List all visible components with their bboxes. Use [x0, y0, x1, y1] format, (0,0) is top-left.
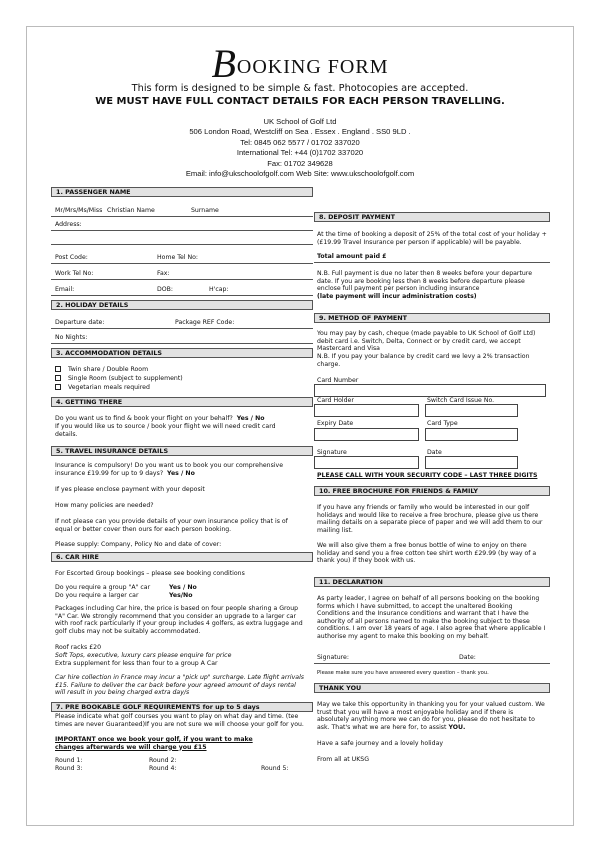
round-1-label: Round 1:: [55, 757, 83, 764]
roof-rack-note: Roof racks £20: [55, 644, 102, 651]
name-field[interactable]: [51, 216, 313, 217]
declaration-text: As party leader, I agree on behalf of all persons booking on the booking forms which I have submitted, to accept the unaltered Booking Conditions and the Insurance conditions and warrant that I have the authority of all persons named to make the booking subject to these conditions. I am over 18 years of age. I also agree that where applicable I authorise my agent to make this booking on my behalf.: [317, 595, 546, 640]
round-2-label: Round 2:: [149, 757, 177, 764]
answer-every-question-note: Please make sure you have answered every question – thank you.: [317, 670, 489, 676]
total-paid-field[interactable]: [314, 262, 550, 263]
issue-no-input[interactable]: [425, 404, 518, 417]
card-signature-label: Signature: [317, 449, 347, 456]
email-field[interactable]: [51, 295, 313, 296]
twin-option[interactable]: Twin share / Double Room: [55, 366, 148, 374]
departure-field[interactable]: [51, 328, 313, 329]
golf-important-note: IMPORTANT once we book your golf, if you want to make changes afterwards we will charge you £15: [55, 736, 253, 751]
email-label: Email:: [55, 286, 75, 293]
section-brochure-header: 10. FREE BROCHURE FOR FRIENDS & FAMILY: [314, 486, 550, 496]
flight-question: Do you want us to find & book your flight on your behalf? Yes / No: [55, 415, 265, 422]
round-4-label: Round 4:: [149, 765, 177, 772]
section-golf-header: 7. PRE BOOKABLE GOLF REQUIREMENTS for up to 5 days: [51, 702, 313, 712]
veg-option[interactable]: Vegetarian meals required: [55, 384, 150, 392]
card-holder-input[interactable]: [314, 404, 419, 417]
car-yesno-a[interactable]: Yes / No: [169, 584, 197, 591]
issue-no-label: Switch Card Issue No.: [427, 397, 495, 404]
section-payment-header: 9. METHOD OF PAYMENT: [314, 313, 550, 323]
round-5-label: Round 5:: [261, 765, 289, 772]
total-paid-label: Total amount paid £: [317, 253, 387, 260]
surname-label: Surname: [191, 207, 219, 214]
section-passenger-header: 1. PASSENGER NAME: [51, 187, 313, 197]
fax-label: Fax:: [157, 270, 170, 277]
address-label: Address:: [55, 221, 82, 228]
worktel-label: Work Tel No:: [55, 270, 94, 277]
from-ukgs-text: From all at UKSG: [317, 756, 369, 763]
transaction-charge-note: N.B. If you pay your balance by credit card we levy a 2% transaction charge.: [317, 353, 530, 368]
card-type-input[interactable]: [425, 428, 518, 441]
right-column: [314, 0, 550, 850]
late-payment-note: (late payment will incur administration costs): [317, 293, 477, 300]
supply-note: Please supply: Company, Policy No and date of cover:: [55, 541, 222, 548]
dob-label: DOB:: [157, 286, 173, 293]
own-insurance-note: If not please can you provide details of your own insurance policy that is of equal or better cover then ours for each person booking.: [55, 518, 288, 533]
declaration-signature-label: Signature:: [317, 654, 349, 661]
flight-note: If you would like us to source / book your flight we will need credit card details.: [55, 423, 276, 438]
section-getting-there-header: 4. GETTING THERE: [51, 397, 313, 407]
expiry-label: Expiry Date: [317, 420, 354, 427]
insurance-payment-note: If yes please enclose payment with your deposit: [55, 486, 205, 493]
card-holder-label: Card Holder: [317, 397, 354, 404]
section-thanks-header: THANK YOU: [314, 683, 550, 693]
section-car-header: 6. CAR HIRE: [51, 552, 313, 562]
safe-journey-text: Have a safe journey and a lovely holiday: [317, 740, 444, 747]
veg-checkbox[interactable]: [55, 384, 61, 390]
car-yesno-larger[interactable]: Yes/No: [169, 592, 193, 599]
company-address: UK School of Golf Ltd 506 London Road, Westcliff on Sea . Essex . England . SS0 9LD . Tel: 0845 062 5577 / 01702 337020 International Tel: +44 (0)1702 337020 Fax: 01702 349628 Email: info@ukschoolofgolf.com Web Site: www.ukschoolofgolf.com: [185, 117, 415, 179]
address-field-2[interactable]: [51, 244, 313, 245]
payment-methods-note: You may pay by cash, cheque (made payable to UK School of Golf Ltd) debit card i.e. Switch, Delta, Connect or by credit card, we accept Mastercard and Visa: [317, 330, 536, 353]
card-type-label: Card Type: [427, 420, 458, 427]
worktel-field[interactable]: [51, 279, 313, 280]
section-holiday-header: 2. HOLIDAY DETAILS: [51, 300, 313, 310]
soft-tops-note: Soft Tops, executive, luxury cars please enquire for price: [55, 652, 232, 659]
car-package-note: Packages including Car hire, the price is based on four people sharing a Group "A" Car. We strongly recommend that you consider an upgrade to a larger car with roof rack particularly if your group includes 4 golfers, as extra luggage and golf clubs may not be suitably accommodated.: [55, 605, 303, 635]
thanks-text: May we take this opportunity in thanking you for your valued custom. We trust that you will have a most enjoyable holiday and if there is absolutely anything more we can do for you, please do not hesitate to ask. That's what we are here for, to assist YOU.: [317, 701, 545, 731]
single-checkbox[interactable]: [55, 375, 61, 381]
car-question-a: Do you require a group "A" car: [55, 584, 151, 591]
security-code-note: PLEASE CALL WITH YOUR SECURITY CODE – LAST THREE DIGITS: [317, 472, 538, 479]
postcode-label: Post Code:: [55, 254, 88, 261]
christian-name-label: Christian Name: [107, 207, 155, 214]
declaration-signature-field[interactable]: [314, 663, 550, 664]
section-declaration-header: 11. DECLARATION: [314, 577, 550, 587]
round-3-label: Round 3:: [55, 765, 83, 772]
declaration-date-label: Date:: [459, 654, 476, 661]
card-signature-input[interactable]: [314, 456, 419, 469]
brochure-note: If you have any friends or family who would be interested in our golf holidays and would like to receive a free brochure, please give us there mailing details on a separate piece of paper and we will add them to our mailing list.: [317, 504, 543, 534]
hcap-label: H'cap:: [209, 286, 229, 293]
policies-question: How many policies are needed?: [55, 502, 154, 509]
section-insurance-header: 5. TRAVEL INSURANCE DETAILS: [51, 446, 313, 456]
section-accommodation-header: 3. ACCOMMODATION DETAILS: [51, 348, 313, 358]
contact-notice: WE MUST HAVE FULL CONTACT DETAILS FOR EACH PERSON TRAVELLING.: [95, 96, 505, 107]
card-date-input[interactable]: [425, 456, 518, 469]
card-number-label: Card Number: [317, 377, 359, 384]
insurance-question: Insurance is compulsory! Do you want us to book you our comprehensive insurance £19.99 for up to 9 days? Yes / No: [55, 462, 284, 477]
departure-label: Departure date:: [55, 319, 105, 326]
car-escorted-note: For Escorted Group bookings – please see booking conditions: [55, 570, 245, 577]
intro-line: This form is designed to be simple & fast. Photocopies are accepted.: [131, 83, 469, 94]
left-column: [51, 0, 313, 850]
card-date-label: Date: [427, 449, 442, 456]
address-field-1[interactable]: [51, 230, 313, 231]
wine-bonus-note: We will also give them a free bonus bottle of wine to enjoy on there holiday and send you a free cotton tee shirt worth £29.99 (by way of a thank you) if they book with us.: [317, 542, 537, 565]
single-option[interactable]: Single Room (subject to supplement): [55, 375, 183, 383]
hometel-label: Home Tel No:: [157, 254, 198, 261]
france-collection-note: Car hire collection in France may incur a "pick up" surcharge. Late flight arrivals £15. Failure to deliver the car back before your agreed amount of days rental will result in you being charged extra day/s: [55, 674, 305, 697]
nights-label: No Nights:: [55, 334, 88, 341]
nights-field[interactable]: [51, 343, 313, 344]
full-payment-note: N.B. Full payment is due no later then 8 weeks before your departure date. If you are booking less then 8 weeks before departure please enclose full payment per person including insurance: [317, 270, 533, 293]
twin-checkbox[interactable]: [55, 366, 61, 372]
package-label: Package REF Code:: [175, 319, 235, 326]
expiry-input[interactable]: [314, 428, 419, 441]
supplement-note: Extra supplement for less than four to a group A Car: [55, 660, 218, 667]
card-number-input[interactable]: [314, 384, 546, 397]
form-title: BOOKING FORM: [211, 41, 389, 86]
deposit-note: At the time of booking a deposit of 25% of the total cost of your holiday + (£19.99 Travel Insurance per person if applicable) will be payable.: [317, 231, 547, 246]
car-question-larger: Do you require a larger car: [55, 592, 139, 599]
section-deposit-header: 8. DEPOSIT PAYMENT: [314, 212, 550, 222]
golf-note: Please indicate what golf courses you want to play on what day and time. (tee times are never Guaranteed)If you are not sure we will choose your golf for you.: [55, 713, 304, 728]
postcode-field[interactable]: [51, 263, 313, 264]
title-label: Mr/Mrs/Ms/Miss: [55, 207, 103, 214]
